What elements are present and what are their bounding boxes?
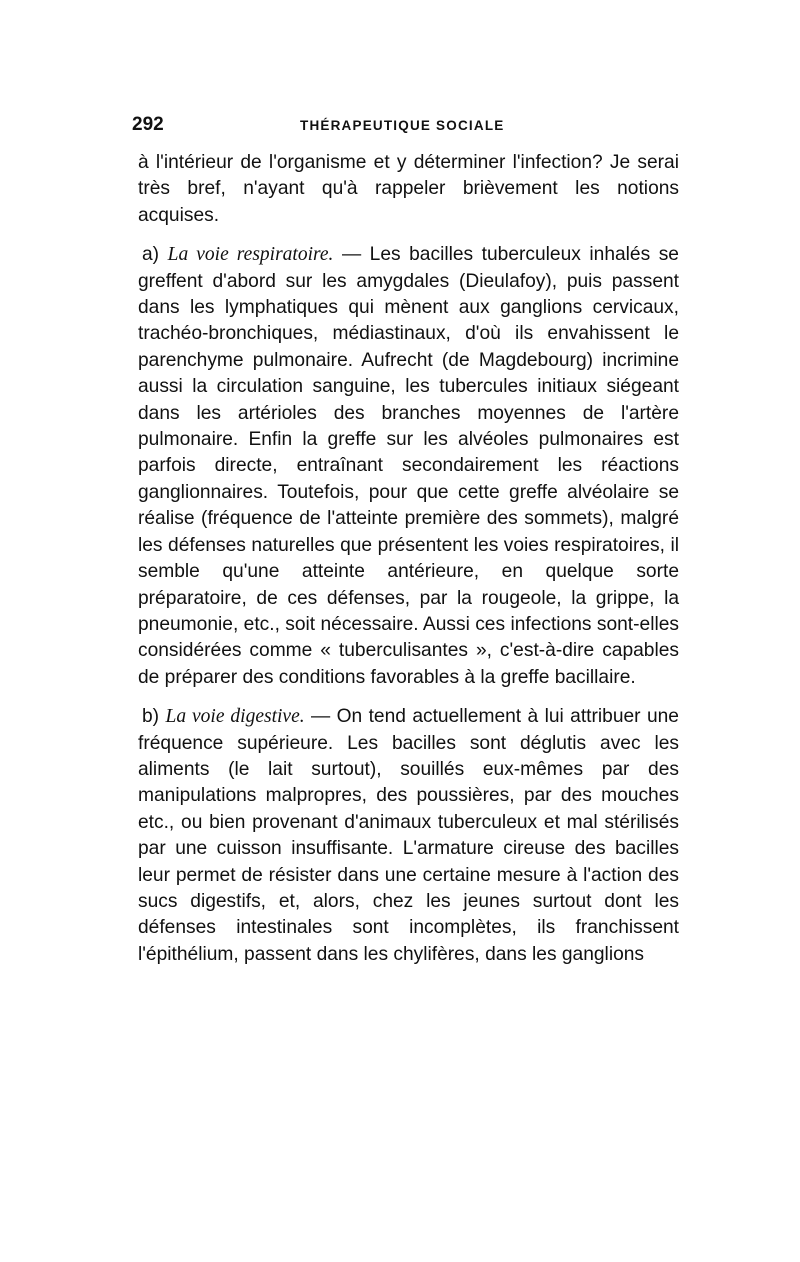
page-header — [132, 114, 692, 140]
section-a-title: La voie respiratoire. — [167, 244, 334, 266]
section-a-text: — Les bacilles tuberculeux inhalés se greffent d'abord sur les amygdales (Dieulafoy), puis passent dans les lymphatiques qui mènent aux ganglions cervicaux, trachéo-bronchiques, médiastinaux, d'où ils envahissent le parenchyme pulmonaire. Aufrecht (de Magdebourg) incrimine aussi la circulation sanguine, les tubercules initiaux siégeant dans les artérioles des branches moyennes de l'artère pulmonaire. Enfin la greffe sur les alvéoles pulmonaires est parfois directe, entraînant secondairement les réactions ganglionnaires. Toutefois, pour que cette greffe alvéolaire se réalise (fréquence de l'atteinte première des sommets), malgré les défenses naturelles que présentent les voies respiratoires, il semble qu'une atteinte antérieure, en quelque sorte préparatoire, de ces défenses, par la rougeole, la grippe, la pneumonie, etc., soit nécessaire. Aussi ces infections sont-elles considérées comme « tuberculisantes », c'est-à-dire capables de préparer des conditions favorables à la greffe bacillaire. — [138, 244, 679, 688]
section-b-title: La voie digestive. — [165, 706, 305, 728]
section-b-marker: b) — [142, 706, 160, 728]
intro-paragraph: à l'intérieur de l'organisme et y déterminer l'infection? Je serai très bref, n'ayant qu'à rappeler brièvement les notions acquises. — [138, 152, 679, 226]
body-text — [138, 150, 679, 968]
page-number: 292 — [132, 114, 164, 135]
section-b-paragraph — [138, 704, 679, 968]
section-a-marker: a) — [142, 244, 160, 266]
running-head: THÉRAPEUTIQUE SOCIALE — [300, 118, 505, 133]
section-a-paragraph — [138, 242, 679, 691]
section-b-text: — On tend actuellement à lui attribuer une fréquence supérieure. Les bacilles sont déglutis avec les aliments (le lait surtout), souillés eux-mêmes par des manipulations malpropres, des poussières, par des mouches etc., ou bien provenant d'animaux tuberculeux et mal stérilisés par une cuisson insuffisante. L'armature cireuse des bacilles leur permet de résister dans une certaine mesure à l'action des sucs digestifs, et, alors, chez les jeunes surtout dont les défenses intestinales sont incomplètes, ils franchissent l'épithélium, passent dans les chylifères, dans les ganglions — [138, 706, 679, 965]
